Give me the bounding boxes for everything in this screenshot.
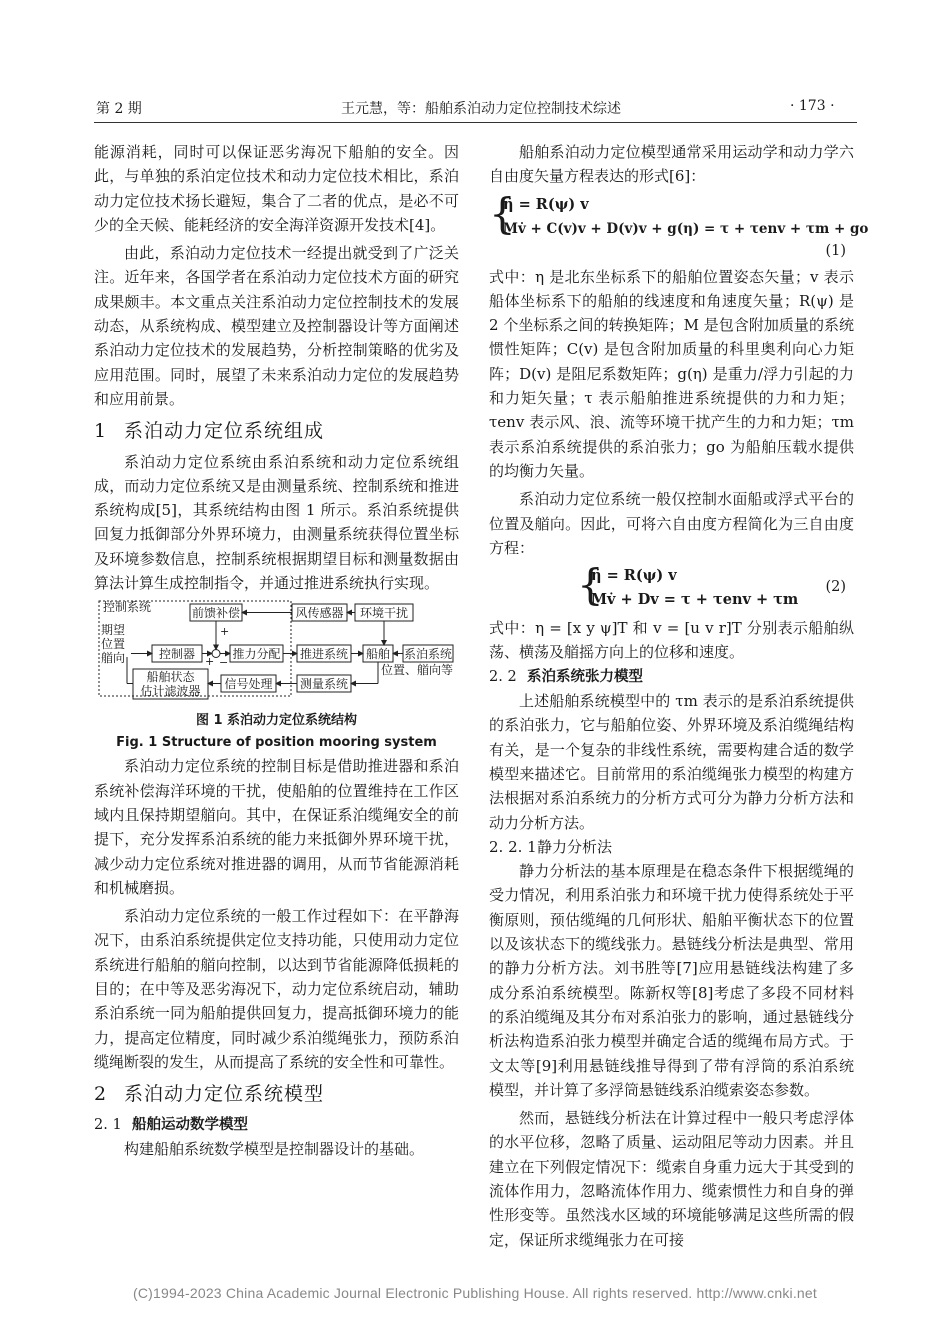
equation-2-number: (2) bbox=[825, 579, 846, 596]
env-disturbance-box: 环境干扰 bbox=[359, 606, 408, 621]
section-2-heading: 2 系泊动力定位系统模型 bbox=[94, 1083, 325, 1106]
equation-1-number: (1) bbox=[825, 242, 846, 259]
section-1-heading: 1 系泊动力定位系统组成 bbox=[94, 420, 325, 443]
paragraph: 式中：η = [x y ψ]T 和 v = [u v r]T 分别表示船舶纵荡、横荡及艏摇方向上的位移和速度。 bbox=[489, 619, 854, 662]
equation-1-line-2: Mv̇ + C(v)v + D(v)v + g(η) = τ + τenv + τm + go bbox=[503, 220, 869, 237]
subsection-2-1-heading: 2. 1 船舶运动数学模型 bbox=[94, 1116, 248, 1133]
equation-2-line-2: Mv̇ + Dv = τ + τenv + τm bbox=[591, 591, 799, 609]
paragraph: 静力分析法的基本原理是在稳态条件下根据缆绳的受力情况，利用系泊张力和环境干扰力使得系统处于平衡原则，预估缆绳的几何形状、船舶平衡状态下的位置以及该状态下的缆线张力。悬链线分析法是典型、常用的静力分析方法。刘书胜等[7]应用悬链线法构建了多成分系泊系统模型。陈新权等[8]考虑了多段不同材料的系泊缆绳及其分布对系泊张力的影响，通过悬链线分析法构造系泊张力模型并确定合适的缆绳布局方式。于文太等[9]利用悬链线推导得到了带有浮筒的系泊系统模型，并计算了多浮筒悬链线系泊缆索姿态参数。 bbox=[489, 862, 854, 1099]
feedforward-box: 前馈补偿 bbox=[191, 606, 240, 621]
signal-processing-box: 信号处理 bbox=[224, 677, 273, 692]
heading-label: 艏向 bbox=[101, 651, 126, 666]
paragraph: 系泊动力定位系统的一般工作过程如下：在平静海况下，由系泊系统提供定位支持功能，只使用动力定位系统进行船舶的艏向控制，以达到节省能源降低损耗的目的；在中等及恶劣海况下，动力定位系统启动，辅助系泊系统一同为船舶提供回复力，提高抵御环境力的能力，提高定位精度，同时减少系泊缆绳张力，预防系泊缆绳断裂的发生，从而提高了系统的安全性和可靠性。 bbox=[94, 907, 459, 1071]
controller-box: 控制器 bbox=[158, 647, 195, 662]
mooring-box: 系泊系统 bbox=[403, 647, 452, 662]
paragraph: 能源消耗，同时可以保证恶劣海况下船舶的安全。因此，与单独的系泊定位技术和动力定位技术相比，系泊动力定位技术扬长避短，集合了二者的优点，是必不可少的全天候、能耗经济的安全海洋资源开发技术[4]。 bbox=[94, 143, 459, 234]
equation-1 bbox=[489, 188, 869, 261]
paragraph: 系泊动力定位系统的控制目标是借助推进器和系泊系统补偿海洋环境的干扰，使船舶的位置维持在工作区域内且保持期望艏向。其中，在保证系泊缆绳安全的前提下，充分发挥系泊系统的能力来抵御外界环境干扰，减少动力定位系统对推进器的调用，从而节省能源消耗和机械磨损。 bbox=[94, 757, 459, 897]
equation-2 bbox=[489, 562, 854, 612]
measurement-box: 测量系统 bbox=[299, 677, 348, 692]
position-heading-output-label: 位置、艏向等 bbox=[381, 663, 454, 678]
figure-1-block-diagram bbox=[97, 599, 455, 706]
minus-sign: − bbox=[219, 656, 229, 670]
paragraph: 船舶系泊动力定位模型通常采用运动学和动力学六自由度矢量方程表达的形式[6]： bbox=[489, 143, 854, 186]
paragraph: 由此，系泊动力定位技术一经提出就受到了广泛关注。近年来，各国学者在系泊动力定位技术方面的研究成果颇丰。本文重点关注系泊动力定位控制技术的发展动态，从系统构成、模型建立及控制器设计等方面阐述系泊动力定位技术的发展趋势，分析控制策略的优劣及应用范围。同时，展望了未来系泊动力定位的发展趋势和应用前景。 bbox=[94, 244, 459, 408]
running-title: 王元慧，等：船舶系泊动力定位控制技术综述 bbox=[341, 101, 621, 117]
left-column bbox=[94, 140, 459, 1161]
plus-sign: + bbox=[220, 625, 230, 639]
propulsion-box: 推进系统 bbox=[299, 647, 348, 662]
paragraph: 然而，悬链线分析法在计算过程中一般只考虑浮体的水平位移，忽略了质量、运动阻尼等动力因素。并且建立在下列假定情况下：缆索自身重力远大于其受到的流体作用力，忽略流体作用力、缆索惯性力和自身的弹性形变等。虽然浅水区域的环境能够满足这些所需的假定，保证所求缆绳张力在可接 bbox=[489, 1109, 854, 1249]
figure-caption-en: Fig. 1 Structure of position mooring system bbox=[116, 735, 437, 751]
state-filter-box-line2: 估计滤波器 bbox=[140, 684, 201, 699]
ship-box: 船舶 bbox=[365, 647, 390, 662]
paragraph: 构建船舶系统数学模型是控制器设计的基础。 bbox=[124, 1139, 425, 1158]
thrust-allocation-box: 推力分配 bbox=[232, 647, 281, 662]
paragraph: 式中：η 是北东坐标系下的船舶位置姿态矢量；v 表示船体坐标系下的船舶的线速度和角速度矢量；R(ψ) 是 2 个坐标系之间的转换矩阵；M 是包含附加质量的系统惯性矩阵；C(v) 是包含附加质量的科里奥利向心力矩阵；D(v) 是阻尼系数矩阵；g(η) 是重力/浮力引起的力和力矩矢量；τ 表示船舶推进系统提供的力和力矩；τenv 表示风、浪、流等环境干扰产生的力和力矩；τm 表示系泊系统提供的系泊张力；go 为船舶压载水提供的均衡力矢量。 bbox=[489, 267, 854, 480]
equation-1-line-1: η̇ = R(ψ) v bbox=[503, 195, 589, 213]
wind-sensor-box: 风传感器 bbox=[295, 606, 344, 621]
position-label: 位置 bbox=[101, 637, 126, 652]
issue-number: 第 2 期 bbox=[96, 101, 142, 117]
state-filter-box-line1: 船舶状态 bbox=[146, 670, 195, 685]
right-column bbox=[489, 140, 869, 1252]
figure-caption-cn: 图 1 系泊动力定位系统结构 bbox=[195, 713, 358, 729]
subsection-2-2-heading: 2. 2 系泊系统张力模型 bbox=[489, 668, 643, 685]
copyright-footer: (C)1994-2023 China Academic Journal Electronic Publishing House. All rights reserved. http://www.cnki.net bbox=[133, 1285, 817, 1301]
page-number: · 173 · bbox=[790, 98, 835, 114]
equation-brace: { bbox=[489, 188, 516, 238]
header-rule bbox=[94, 122, 857, 123]
paragraph: 系泊动力定位系统一般仅控制水面船或浮式平台的位置及艏向。因此，可将六自由度方程简化为三自由度方程： bbox=[489, 490, 854, 557]
control-system-label: 控制系统 bbox=[103, 600, 152, 615]
paragraph: 系泊动力定位系统由系泊系统和动力定位系统组成，而动力定位系统又是由测量系统、控制系统和推进系统构成[5]，其系统结构由图 1 所示。系泊系统提供回复力抵御部分外界环境力，由测量系统获得位置坐标及环境参数信息，控制系统根据期望目标和测量数据由算法计算生成控制指令，并通过推进系统执行实现。 bbox=[94, 452, 459, 593]
plus-sign: + bbox=[205, 655, 215, 669]
desired-label: 期望 bbox=[101, 623, 126, 638]
equation-brace: { bbox=[577, 560, 604, 610]
subsection-2-2-1-heading: 2. 2. 1静力分析法 bbox=[489, 837, 613, 856]
equation-2-line-1: η̇ = R(ψ) v bbox=[591, 567, 677, 585]
paragraph: 上述船舶系统模型中的 τm 表示的是系泊系统提供的系泊张力，它与船舶位姿、外界环境及系泊缆绳结构有关，是一个复杂的非线性系统，需要构建合适的数学模型来描述它。目前常用的系泊缆绳张力模型的构建方法根据对系泊系统力的分析方式可分为静力分析方法和动力分析方法。 bbox=[489, 692, 854, 832]
